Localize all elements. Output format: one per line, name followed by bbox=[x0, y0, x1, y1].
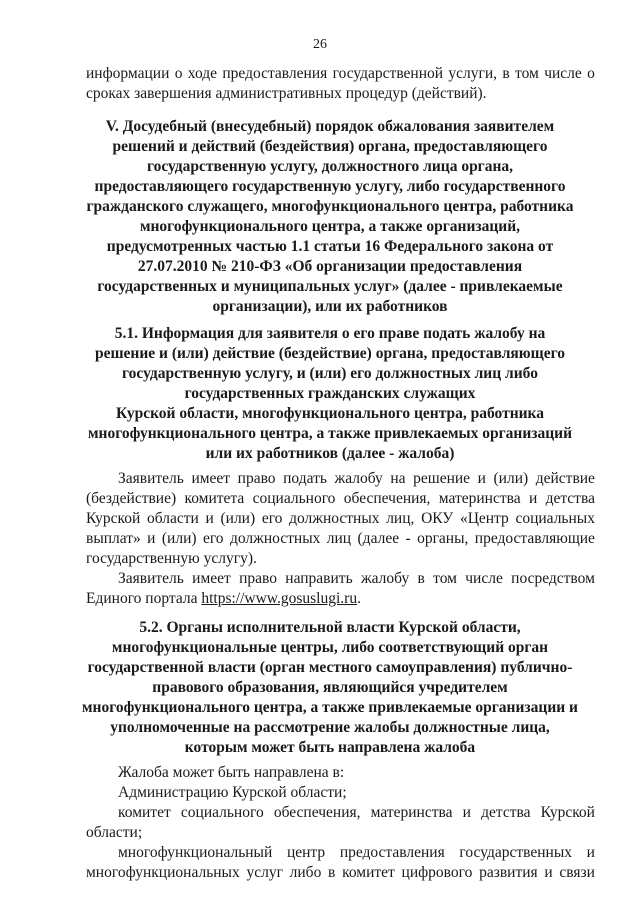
paragraph-line: Администрацию Курской области; bbox=[118, 784, 347, 801]
word: о bbox=[174, 65, 183, 82]
heading-line: 5.1. Информация для заявителя о его праве подать жалобу на bbox=[114, 325, 546, 342]
word: социального bbox=[252, 490, 336, 507]
word: предоставления bbox=[222, 65, 328, 82]
word: государственных bbox=[459, 844, 572, 861]
heading-line: предусмотренных частью 1.1 статьи 16 Федерального закона от bbox=[106, 238, 554, 255]
word: (или) bbox=[161, 530, 197, 547]
word: Заявитель bbox=[118, 470, 184, 487]
heading-line: организации), или их работников bbox=[212, 298, 448, 315]
paragraph-line: области; bbox=[86, 824, 143, 841]
word: и bbox=[586, 844, 595, 861]
word: на bbox=[390, 470, 406, 487]
heading-line: государственную услугу, и (или) его должностных лиц либо bbox=[122, 365, 538, 382]
period: . bbox=[357, 590, 361, 607]
word: в bbox=[502, 65, 510, 82]
word: и bbox=[462, 804, 471, 821]
word: либо bbox=[289, 864, 322, 881]
intro-line-2: сроках завершения административных процедур (действий). bbox=[86, 85, 487, 102]
word: жалобу bbox=[360, 570, 410, 587]
word: в bbox=[417, 570, 425, 587]
word: направить bbox=[285, 570, 353, 587]
word: ОКУ bbox=[421, 510, 454, 527]
word: имеет bbox=[191, 470, 231, 487]
page-number: 26 bbox=[313, 37, 327, 52]
word: центр bbox=[286, 844, 326, 861]
word: подать bbox=[283, 470, 327, 487]
heading-line: государственной власти (орган местного самоуправления) публично- bbox=[87, 659, 573, 676]
word: право bbox=[237, 470, 276, 487]
word: жалобу bbox=[334, 470, 383, 487]
heading-line: Курской области, многофункционального центра, работника bbox=[115, 405, 545, 422]
word: (далее bbox=[357, 530, 400, 547]
paragraph-line bbox=[118, 843, 595, 863]
word: решение bbox=[413, 470, 471, 487]
word: детства bbox=[545, 490, 595, 507]
heading-line: V. Досудебный (внесудебный) порядок обжалования заявителем bbox=[105, 118, 555, 135]
heading-line: государственных и муниципальных услуг» (далее - привлекаемые bbox=[97, 278, 563, 295]
word: право bbox=[239, 570, 277, 587]
word: Курской bbox=[86, 510, 141, 527]
word: информации bbox=[86, 65, 170, 82]
word: том bbox=[433, 570, 457, 587]
word: его bbox=[202, 530, 224, 547]
heading-line: гражданского служащего, многофункционального центра, работника bbox=[86, 198, 574, 215]
paragraph-line bbox=[86, 529, 595, 549]
heading-line: или их работников (далее - жалоба) bbox=[205, 445, 455, 462]
word: (или) bbox=[493, 470, 529, 487]
heading-line: государственных гражданских служащих bbox=[184, 385, 476, 402]
word: предоставляющие bbox=[474, 530, 595, 547]
heading-line: государственную услугу, должностного лица органа, bbox=[146, 158, 514, 175]
word: социальных bbox=[515, 510, 595, 527]
word: услуги, bbox=[448, 65, 498, 82]
word: ходе bbox=[187, 65, 218, 82]
word: его bbox=[261, 510, 283, 527]
word: Заявитель bbox=[118, 570, 184, 587]
heading-line: многофункционального центра, а также привлекаемых организаций bbox=[87, 425, 573, 442]
word: комитет bbox=[342, 864, 395, 881]
word: действие bbox=[535, 470, 595, 487]
word: развития bbox=[479, 864, 538, 881]
word: Курской bbox=[540, 804, 595, 821]
word: материнства bbox=[438, 490, 521, 507]
word: - bbox=[405, 530, 411, 547]
heading-line: которым может быть направлена жалоба bbox=[184, 739, 476, 756]
paragraph-line bbox=[86, 589, 361, 609]
word: цифрового bbox=[401, 864, 473, 881]
paragraph-line bbox=[118, 803, 595, 823]
word: предоставления bbox=[339, 844, 445, 861]
heading-line: предоставляющего государственную услугу, либо государственного bbox=[94, 178, 566, 195]
word: посредством bbox=[511, 570, 595, 587]
word: должностных bbox=[289, 510, 380, 527]
heading-line: 5.2. Органы исполнительной власти Курской области, bbox=[139, 619, 521, 636]
word: должностных bbox=[229, 530, 321, 547]
word: комитет bbox=[118, 804, 171, 821]
paragraph-line bbox=[86, 863, 595, 883]
word: государственной bbox=[332, 65, 444, 82]
word: комитета bbox=[184, 490, 245, 507]
paragraph-line bbox=[118, 469, 595, 489]
heading-line: правового образования, являющийся учредителем bbox=[152, 679, 508, 696]
paragraph-line bbox=[86, 489, 595, 509]
word: и bbox=[205, 510, 214, 527]
word: обеспечения, bbox=[343, 490, 431, 507]
word: и bbox=[477, 470, 486, 487]
word: материнства bbox=[370, 804, 453, 821]
word: социального bbox=[180, 804, 264, 821]
word: многофункциональный bbox=[118, 844, 273, 861]
heading-line: многофункциональные центры, либо соответствующий орган bbox=[111, 639, 549, 656]
word: связи bbox=[559, 864, 595, 881]
word: области bbox=[147, 510, 199, 527]
heading-line: многофункционального центра, а также организаций, bbox=[139, 218, 521, 235]
word: лиц, bbox=[386, 510, 415, 527]
portal-text: Единого портала bbox=[86, 590, 198, 607]
heading-line: 27.07.2010 № 210-ФЗ «Об организации предоставления bbox=[137, 258, 523, 275]
intro-line-1 bbox=[86, 64, 595, 84]
word: обеспечения, bbox=[273, 804, 361, 821]
paragraph-line bbox=[86, 509, 595, 529]
word: органы, bbox=[417, 530, 469, 547]
word: числе bbox=[465, 570, 503, 587]
word: лиц bbox=[326, 530, 352, 547]
word: (бездействие) bbox=[86, 490, 177, 507]
word: и bbox=[544, 864, 553, 881]
word: в bbox=[328, 864, 336, 881]
word: выплат» bbox=[86, 530, 141, 547]
gosuslugi-link[interactable]: https://www.gosuslugi.ru bbox=[201, 590, 358, 607]
paragraph-line bbox=[118, 569, 595, 589]
heading-line: уполномоченные на рассмотрение жалобы должностные лица, bbox=[110, 719, 550, 736]
heading-line: решение и (или) действие (бездействие) органа, предоставляющего bbox=[94, 345, 566, 362]
word: числе bbox=[544, 65, 582, 82]
word: и bbox=[528, 490, 538, 507]
word: (или) bbox=[220, 510, 256, 527]
word: «Центр bbox=[459, 510, 509, 527]
word: многофункциональных bbox=[86, 864, 240, 881]
word: о bbox=[587, 65, 595, 82]
paragraph-line: Жалоба может быть направлена в: bbox=[118, 764, 345, 781]
word: и bbox=[147, 530, 156, 547]
heading-line: решений и действий (бездействия) органа, предоставляющего bbox=[112, 138, 548, 155]
word: детства bbox=[481, 804, 531, 821]
word: том bbox=[515, 65, 539, 82]
paragraph-line: государственную услугу). bbox=[86, 550, 257, 567]
word: услуг bbox=[246, 864, 283, 881]
heading-line: многофункционального центра, а также привлекаемые организации и bbox=[82, 699, 578, 716]
word: имеет bbox=[192, 570, 231, 587]
